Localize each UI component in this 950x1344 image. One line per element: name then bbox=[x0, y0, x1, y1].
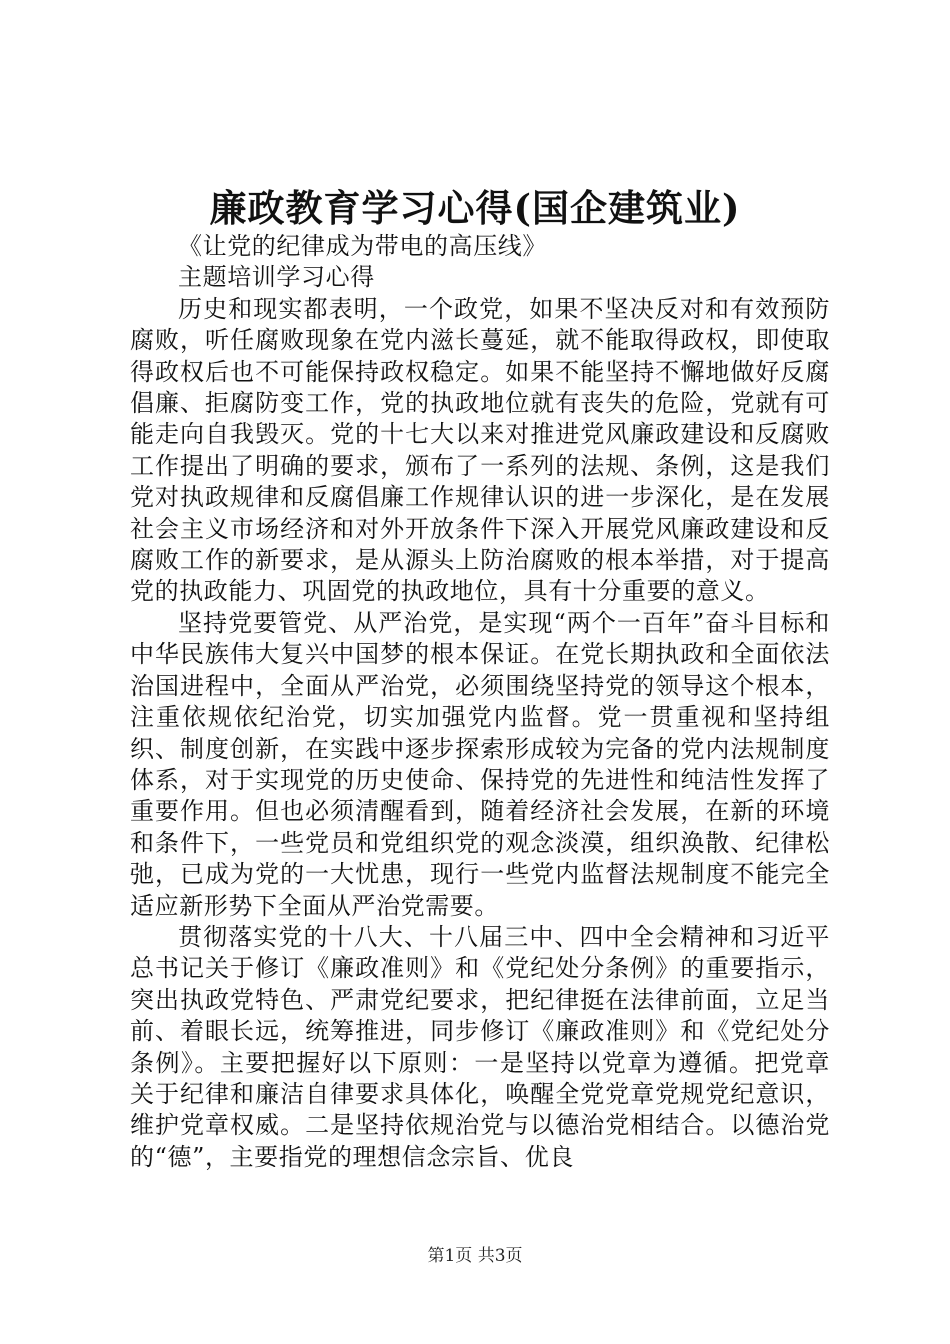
paragraph-3: 贯彻落实党的十八大、十八届三中、四中全会精神和习近平总书记关于修订《廉政准则》和《党纪处分条例》的重要指示，突出执政党特色、严肃党纪要求，把纪律挺在法律前面，立足当前、着眼长远，统筹推进，同步修订《廉政准则》和《党纪处分条例》。主要把握好以下原则：一是坚持以党章为遵循。把党章关于纪律和廉洁自律要求具体化，唤醒全党党章党规党纪意识，维护党章权威。二是坚持依规治党与以德治党相结合。以德治党的“德”，主要指党的理想信念宗旨、优良 bbox=[130, 922, 830, 1171]
document-title: 廉政教育学习心得(国企建筑业) bbox=[209, 186, 741, 230]
page-footer: 第1页 共3页 bbox=[427, 1246, 523, 1266]
subtitle-line: 主题培训学习心得 bbox=[178, 263, 375, 292]
paragraph-1: 历史和现实都表明，一个政党，如果不坚决反对和有效预防腐败，听任腐败现象在党内滋长蔓延，就不能取得政权，即使取得政权后也不可能保持政权稳定。如果不能坚持不懈地做好反腐倡廉、拒腐防变工作，党的执政地位就有丧失的危险，党就有可能走向自我毁灭。党的十七大以来对推进党风廉政建设和反腐败工作提出了明确的要求，颁布了一系列的法规、条例，这是我们党对执政规律和反腐倡廉工作规律认识的进一步深化，是在发展社会主义市场经济和对外开放条件下深入开展党风廉政建设和反腐败工作的新要求，是从源头上防治腐败的根本举措，对于提高党的执政能力、巩固党的执政地位，具有十分重要的意义。 bbox=[130, 294, 830, 606]
subtitle-quote: 《让党的纪律成为带电的高压线》 bbox=[178, 232, 547, 260]
paragraph-2: 坚持党要管党、从严治党，是实现“两个一百年”奋斗目标和中华民族伟大复兴中国梦的根本保证。在党长期执政和全面依法治国进程中，全面从严治党，必须围绕坚持党的领导这个根本，注重依规依纪治党，切实加强党内监督。党一贯重视和坚持组织、制度创新，在实践中逐步探索形成较为完备的党内法规制度体系，对于实现党的历史使命、保持党的先进性和纯洁性发挥了重要作用。但也必须清醒看到，随着经济社会发展，在新的环境和条件下，一些党员和党组织党的观念淡漠，组织涣散、纪律松弛，已成为党的一大忧患，现行一些党内监督法规制度不能完全适应新形势下全面从严治党需要。 bbox=[130, 608, 830, 920]
document-body bbox=[130, 231, 830, 1173]
